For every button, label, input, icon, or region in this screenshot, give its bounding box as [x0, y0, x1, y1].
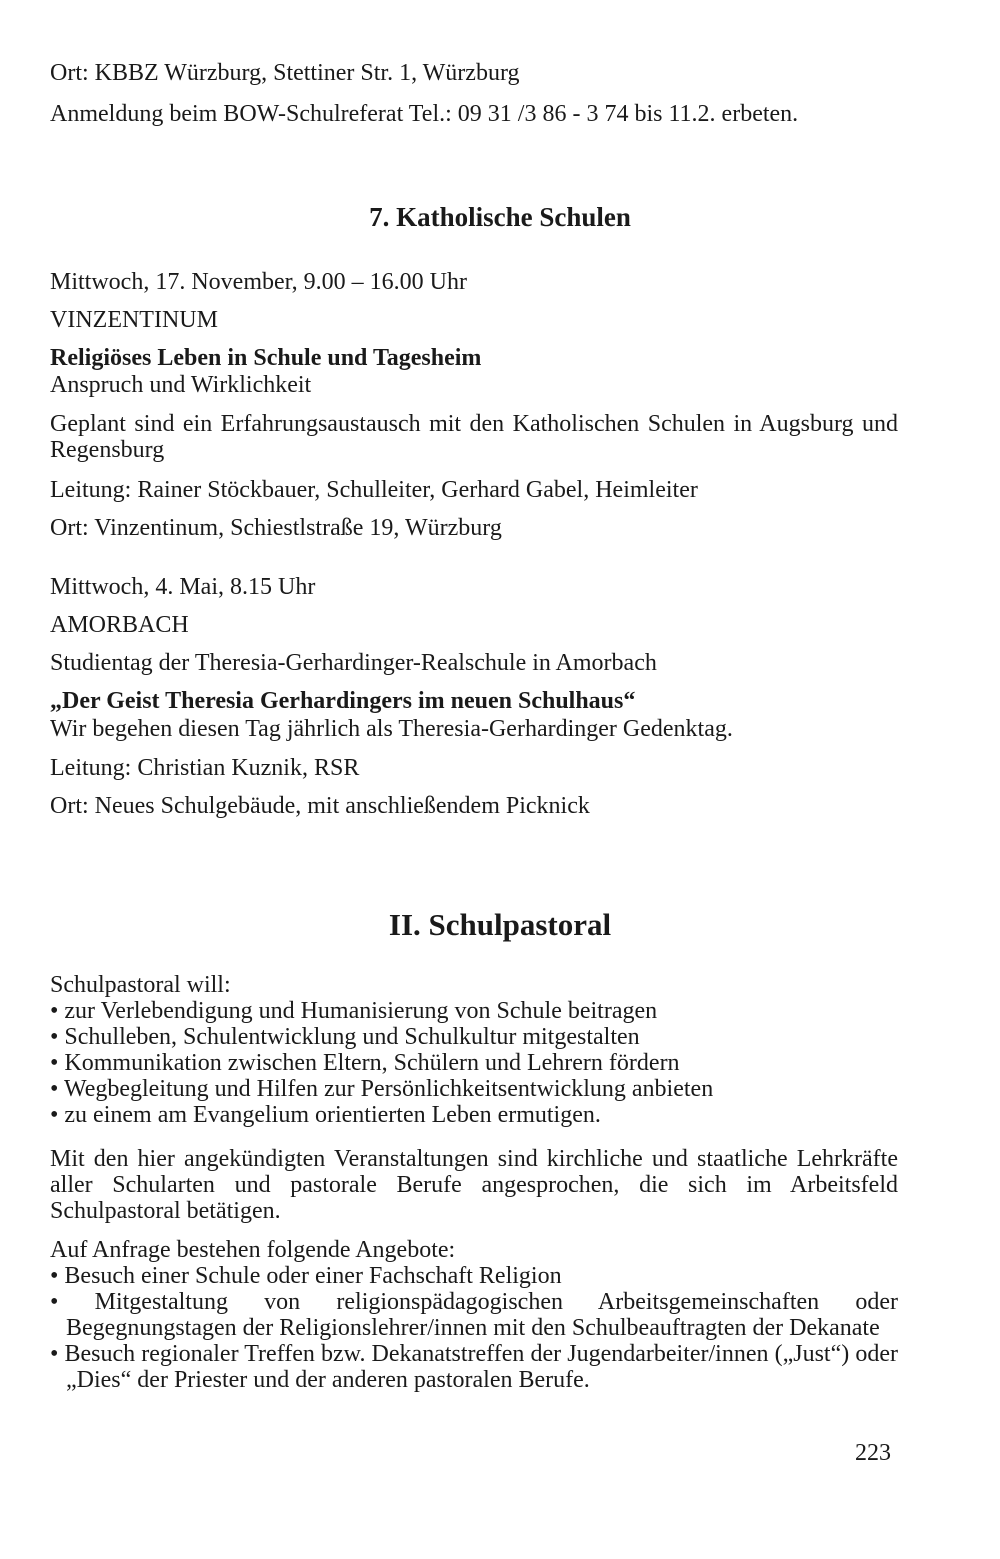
event-date: Mittwoch, 4. Mai, 8.15 Uhr	[50, 574, 316, 600]
event-subtitle: Wir begehen diesen Tag jährlich als Theresia-Gerhardinger Gedenktag.	[50, 716, 733, 742]
goal-item: • Kommunikation zwischen Eltern, Schülern und Lehrern fördern	[50, 1050, 680, 1076]
pastoral-intro: Schulpastoral will:	[50, 972, 231, 998]
event-place: VINZENTINUM	[50, 307, 218, 333]
goal-item: • Wegbegleitung und Hilfen zur Persönlichkeitsentwicklung anbieten	[50, 1076, 714, 1102]
event-place: AMORBACH	[50, 612, 189, 638]
event-title: „Der Geist Theresia Gerhardingers im neuen Schulhaus“	[50, 688, 636, 714]
offer-item: • Besuch regionaler Treffen bzw. Dekanatstreffen der Jugendarbeiter/innen („Just“) oder „Dies“ der Priester und der anderen pastoralen Berufe.	[50, 1341, 898, 1393]
goal-item: • zur Verlebendigung und Humanisierung von Schule beitragen	[50, 998, 658, 1024]
offer-item: • Mitgestaltung von religionspädagogischen Arbeitsgemeinschaften oder Begegnungstagen der Religionslehrer/innen mit den Schulbeauftragten der Dekanate	[50, 1289, 898, 1341]
event-intro: Studientag der Theresia-Gerhardinger-Realschule in Amorbach	[50, 650, 657, 676]
offer-item: • Besuch einer Schule oder einer Fachschaft Religion	[50, 1263, 562, 1289]
event-ort: Ort: Neues Schulgebäude, mit anschließendem Picknick	[50, 793, 590, 819]
offers-intro: Auf Anfrage bestehen folgende Angebote:	[50, 1237, 456, 1263]
event-leitung: Leitung: Rainer Stöckbauer, Schulleiter, Gerhard Gabel, Heimleiter	[50, 477, 698, 503]
page-number: 223	[855, 1440, 891, 1466]
location-line: Ort: KBBZ Würzburg, Stettiner Str. 1, Würzburg	[50, 60, 520, 86]
pastoral-paragraph: Mit den hier angekündigten Veranstaltungen sind kirchliche und staatliche Lehrkräfte aller Schularten und pastorale Berufe angesprochen, die sich im Arbeitsfeld Schulpastoral betätigen.	[50, 1146, 898, 1224]
part-heading: II. Schulpastoral	[388, 907, 612, 942]
event-leitung: Leitung: Christian Kuznik, RSR	[50, 755, 360, 781]
event-subtitle: Anspruch und Wirklichkeit	[50, 372, 312, 398]
event-description: Geplant sind ein Erfahrungsaustausch mit den Katholischen Schulen in Augsburg und Regensburg	[50, 411, 898, 463]
event-title: Religiöses Leben in Schule und Tagesheim	[50, 345, 482, 371]
event-ort: Ort: Vinzentinum, Schiestlstraße 19, Würzburg	[50, 515, 502, 541]
registration-line: Anmeldung beim BOW-Schulreferat Tel.: 09 31 /3 86 - 3 74 bis 11.2. erbeten.	[50, 101, 799, 127]
goal-item: • zu einem am Evangelium orientierten Leben ermutigen.	[50, 1102, 601, 1128]
section-heading: 7. Katholische Schulen	[369, 202, 631, 232]
goal-item: • Schulleben, Schulentwicklung und Schulkultur mitgestalten	[50, 1024, 640, 1050]
event-date: Mittwoch, 17. November, 9.00 – 16.00 Uhr	[50, 269, 467, 295]
